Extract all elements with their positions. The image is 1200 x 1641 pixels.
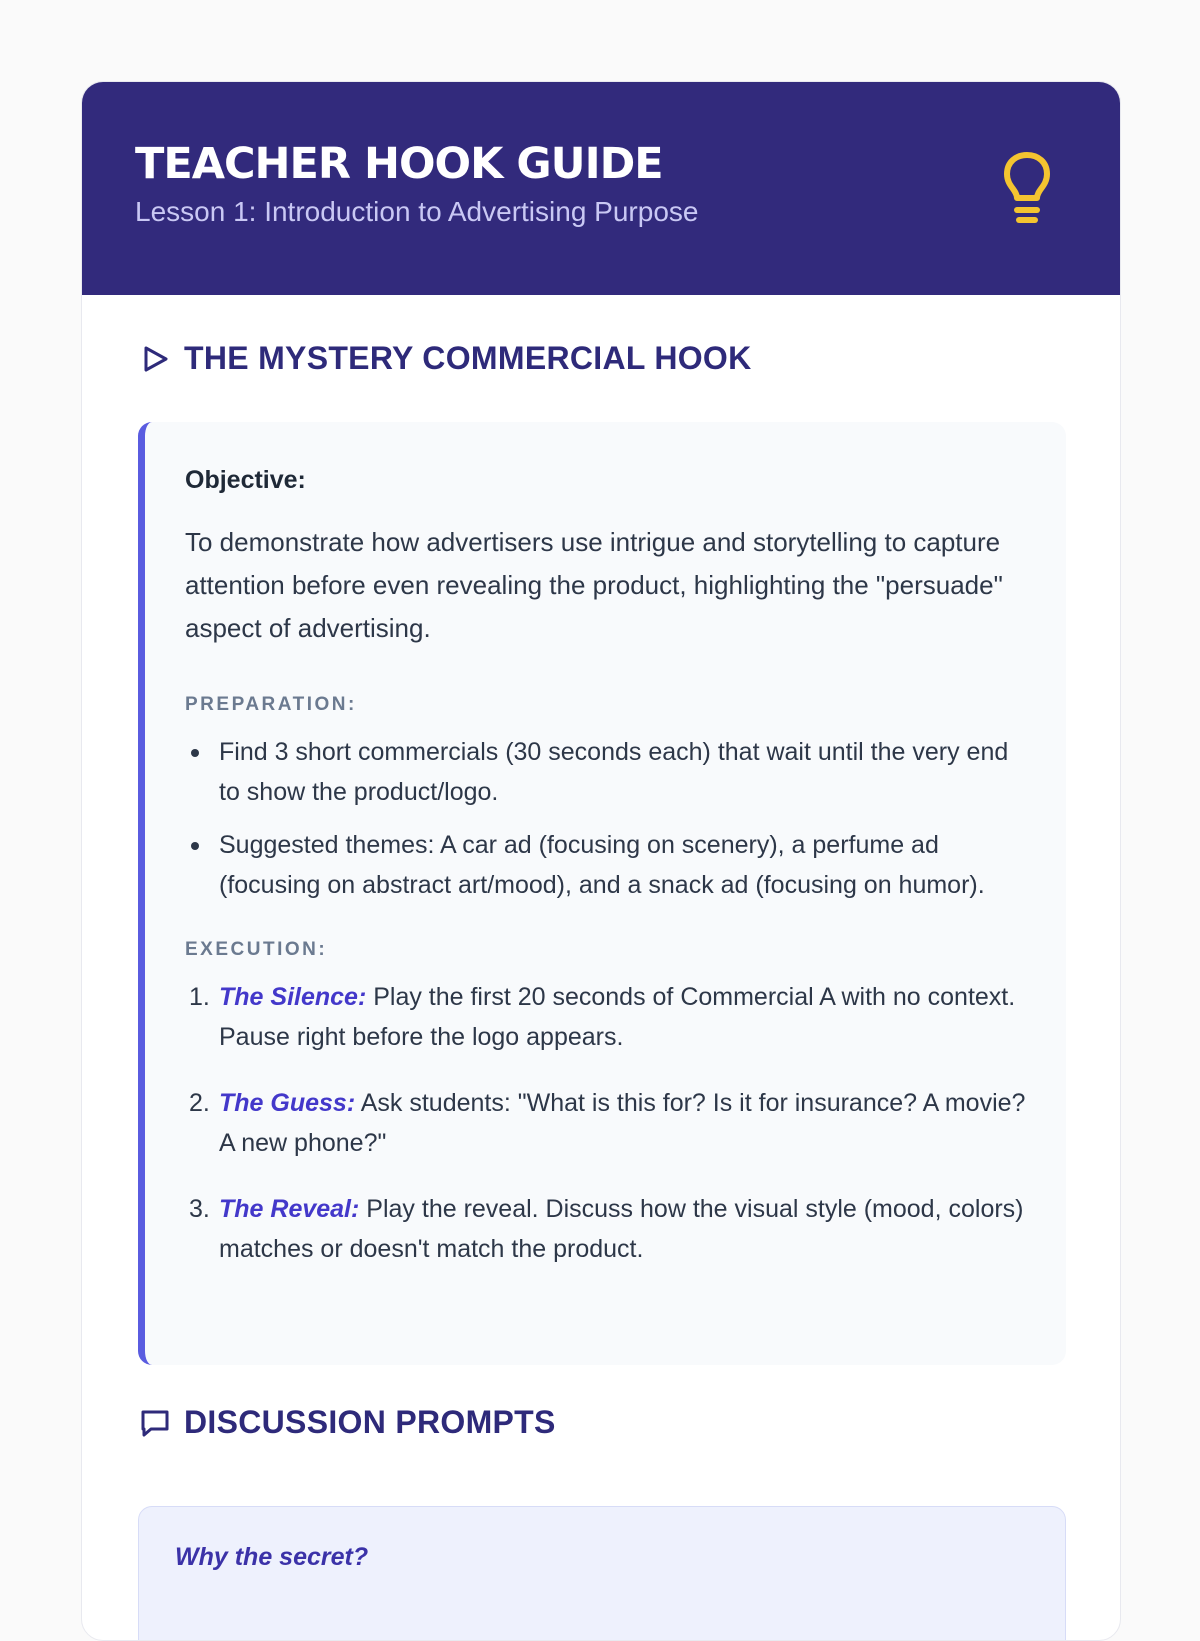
hook-section-heading: [138, 340, 752, 377]
page-title: TEACHER HOOK GUIDE: [135, 139, 663, 189]
discussion-prompt-card: [138, 1506, 1066, 1641]
hook-guide-card: [81, 81, 1121, 1641]
step-term: The Guess:: [219, 1089, 356, 1117]
execution-label: EXECUTION:: [185, 939, 328, 960]
play-icon: [138, 342, 172, 376]
execution-step: [185, 1083, 1026, 1163]
execution-step: [185, 977, 1026, 1057]
discussion-question: Why the secret?: [175, 1543, 369, 1571]
chat-bubble-icon: [138, 1406, 172, 1440]
lesson-subtitle: Lesson 1: Introduction to Advertising Purpose: [135, 196, 699, 227]
step-text: Play the reveal. Discuss how the visual style (mood, colors) matches or doesn't match the product.: [219, 1195, 1024, 1263]
hook-section-title: THE MYSTERY COMMERCIAL HOOK: [184, 340, 752, 376]
objective-label: Objective:: [185, 466, 306, 494]
step-number: 3.: [189, 1195, 210, 1223]
lightbulb-icon: [999, 150, 1055, 230]
step-term: The Silence:: [219, 983, 367, 1011]
discussion-section-title: DISCUSSION PROMPTS: [184, 1404, 556, 1440]
list-item: Suggested themes: A car ad (focusing on scenery), a perfume ad (focusing on abstract art/mood), and a snack ad (focusing on humor).: [185, 825, 1026, 905]
objective-text: To demonstrate how advertisers use intrigue and storytelling to capture attention before even revealing the product, highlighting the "persuade" aspect of advertising.: [185, 527, 1003, 643]
step-term: The Reveal:: [219, 1195, 360, 1223]
hook-details-panel: [138, 422, 1066, 1365]
execution-step: [185, 1189, 1026, 1269]
preparation-list: [185, 732, 1026, 905]
step-number: 1.: [189, 983, 210, 1011]
execution-list: [185, 977, 1026, 1269]
guide-header: [82, 82, 1120, 295]
preparation-label: PREPARATION:: [185, 694, 357, 715]
step-text: Ask students: "What is this for? Is it for insurance? A movie? A new phone?": [219, 1089, 1026, 1157]
step-text: Play the first 20 seconds of Commercial A with no context. Pause right before the logo appears.: [219, 983, 1016, 1051]
list-item: Find 3 short commercials (30 seconds each) that wait until the very end to show the product/logo.: [185, 732, 1026, 812]
step-number: 2.: [189, 1089, 210, 1117]
discussion-section-heading: [138, 1404, 556, 1441]
